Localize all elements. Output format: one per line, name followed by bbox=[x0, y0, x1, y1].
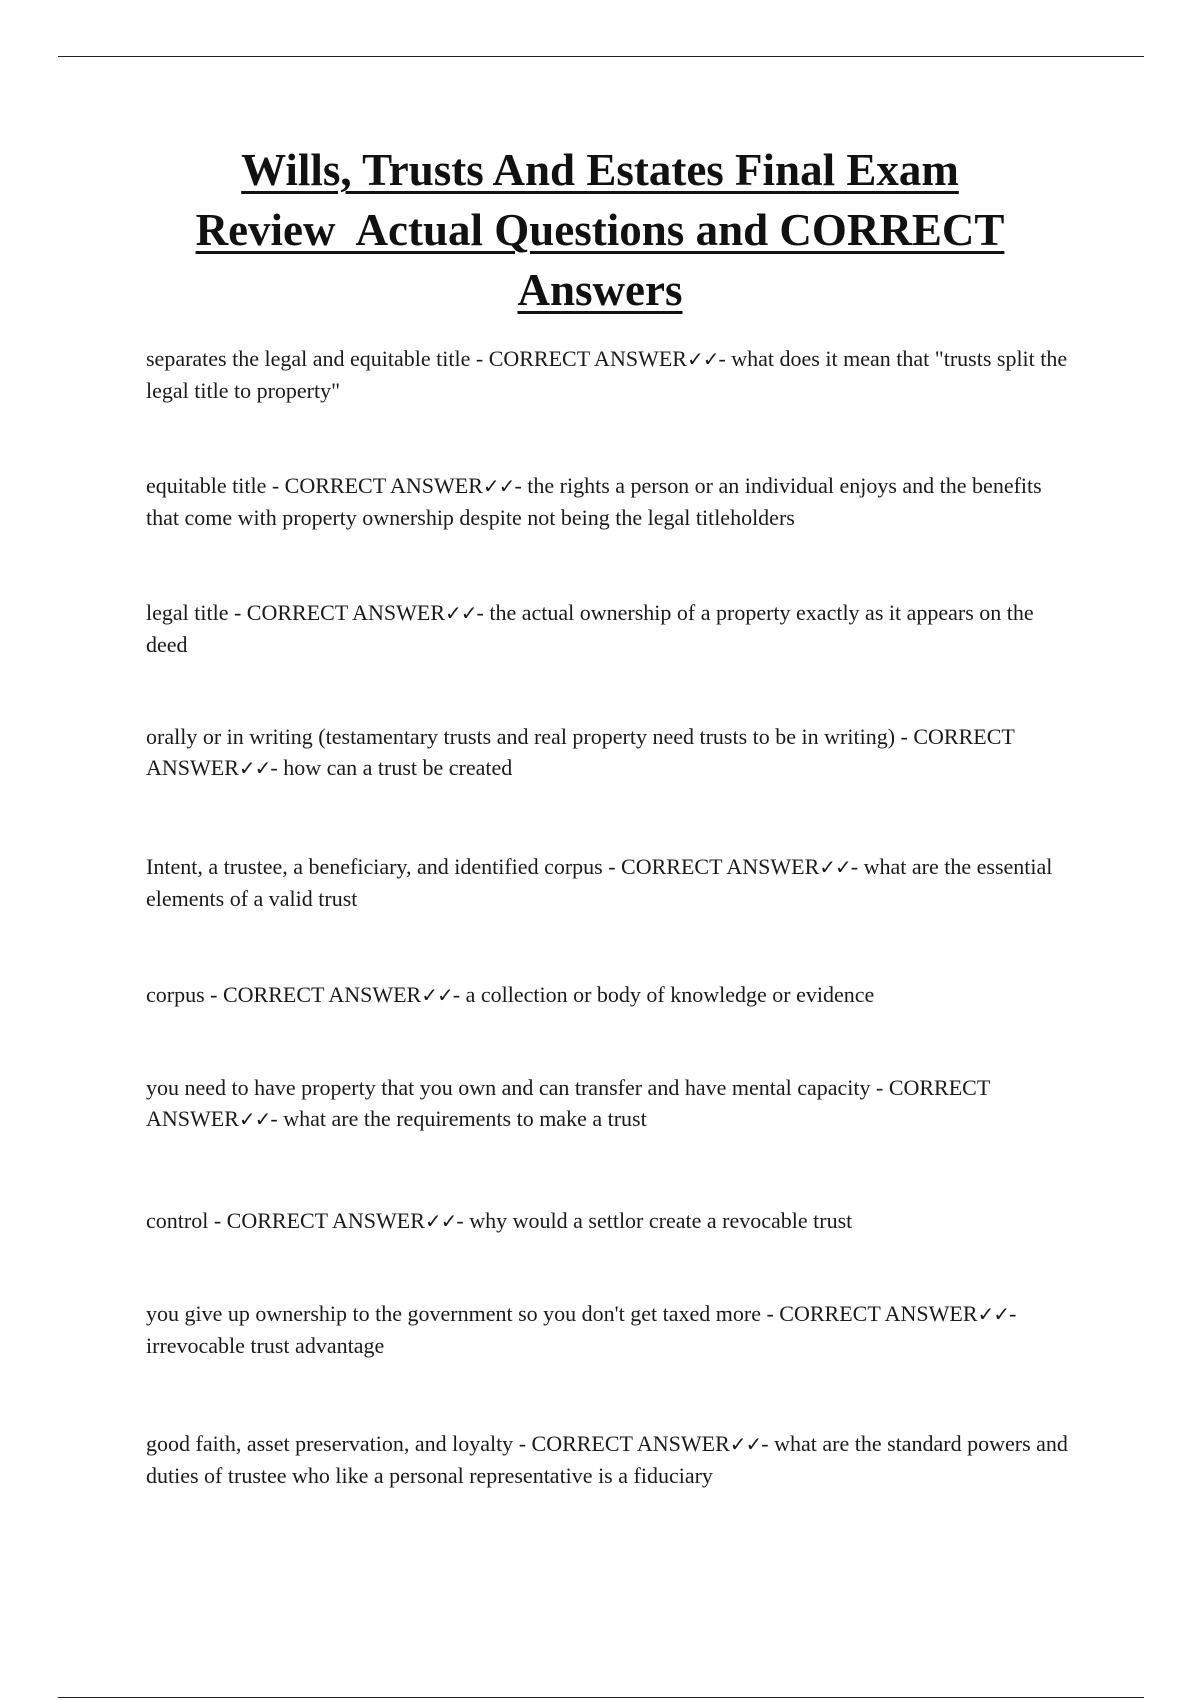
double-check-icon: ✓✓ bbox=[421, 983, 453, 1007]
double-check-icon: ✓✓ bbox=[686, 347, 719, 371]
title-line-3: Answers bbox=[517, 265, 683, 315]
entry-question: why would a settlor create a revocable trust bbox=[469, 1208, 853, 1233]
entry-answer: you give up ownership to the government so you don't get taxed more bbox=[146, 1301, 761, 1326]
correct-answer-label: - CORRECT ANSWER bbox=[146, 724, 1015, 780]
correct-answer-label: - CORRECT ANSWER bbox=[146, 1075, 990, 1131]
double-check-icon: ✓✓ bbox=[729, 1432, 762, 1456]
title-line-2: Review Actual Questions and CORRECT bbox=[195, 205, 1005, 255]
correct-answer-label: - CORRECT ANSWER bbox=[513, 1431, 730, 1456]
double-check-icon: ✓✓ bbox=[238, 1107, 271, 1131]
entry-question: how can a trust be created bbox=[283, 755, 513, 780]
entry-answer: control bbox=[146, 1208, 209, 1233]
double-check-icon: ✓✓ bbox=[238, 756, 271, 780]
qa-entry: corpus - CORRECT ANSWER✓✓- a collection or body of knowledge or evidence bbox=[146, 982, 875, 1007]
double-check-icon: ✓✓ bbox=[424, 1209, 457, 1233]
entry-question: the actual ownership of a property exactly as it appears on the deed bbox=[146, 600, 1034, 657]
qa-entry: you give up ownership to the government so you don't get taxed more - CORRECT ANSWER✓✓- irrevocable trust advantage bbox=[146, 1301, 1017, 1358]
document-title bbox=[100, 140, 1100, 320]
entry-answer: corpus bbox=[146, 982, 205, 1007]
qa-entry: separates the legal and equitable title - CORRECT ANSWER✓✓- what does it mean that "trusts split the legal title to property" bbox=[146, 346, 1068, 403]
entry-answer: equitable title bbox=[146, 473, 267, 498]
qa-entry: control - CORRECT ANSWER✓✓- why would a settlor create a revocable trust bbox=[146, 1208, 853, 1233]
qa-entry: Intent, a trustee, a beneficiary, and identified corpus - CORRECT ANSWER✓✓- what are the essential elements of a valid trust bbox=[146, 854, 1053, 911]
qa-entry: you need to have property that you own and can transfer and have mental capacity - CORRECT ANSWER✓✓- what are the requirements to make a trust bbox=[146, 1075, 990, 1131]
qa-entry: good faith, asset preservation, and loyalty - CORRECT ANSWER✓✓- what are the standard powers and duties of trustee who like a personal representative is a fiduciary bbox=[146, 1431, 1068, 1488]
correct-answer-label: - CORRECT ANSWER bbox=[602, 854, 820, 879]
qa-entry: legal title - CORRECT ANSWER✓✓- the actual ownership of a property exactly as it appears on the deed bbox=[146, 600, 1034, 657]
bottom-rule bbox=[58, 1697, 1144, 1698]
entry-question: what are the essential elements of a valid trust bbox=[146, 854, 1053, 911]
entry-question: irrevocable trust advantage bbox=[146, 1333, 385, 1358]
top-rule bbox=[58, 56, 1144, 57]
entry-question: what does it mean that "trusts split the legal title to property" bbox=[146, 346, 1068, 403]
entry-question: what are the requirements to make a trust bbox=[283, 1106, 647, 1131]
entry-answer: Intent, a trustee, a beneficiary, and identified corpus bbox=[146, 854, 603, 879]
entry-answer: you need to have property that you own and can transfer and have mental capacity bbox=[146, 1075, 871, 1100]
double-check-icon: ✓✓ bbox=[445, 601, 477, 625]
entry-question: the rights a person or an individual enjoys and the benefits that come with property ownership despite not being the legal titleholders bbox=[146, 473, 1042, 530]
correct-answer-label: - CORRECT ANSWER bbox=[760, 1301, 978, 1326]
qa-entry: equitable title - CORRECT ANSWER✓✓- the rights a person or an individual enjoys and the benefits that come with property ownership despite not being the legal titleholders bbox=[146, 473, 1042, 530]
double-check-icon: ✓✓ bbox=[482, 474, 515, 498]
entry-answer: legal title bbox=[146, 600, 229, 625]
double-check-icon: ✓✓ bbox=[819, 855, 851, 879]
correct-answer-label: - CORRECT ANSWER bbox=[228, 600, 446, 625]
entry-answer: orally or in writing (testamentary trusts and real property need trusts to be in writing) bbox=[146, 724, 896, 749]
entry-answer: good faith, asset preservation, and loyalty bbox=[146, 1431, 514, 1456]
title-line-1: Wills, Trusts And Estates Final Exam bbox=[241, 145, 959, 195]
correct-answer-label: - CORRECT ANSWER bbox=[204, 982, 422, 1007]
entry-question: what are the standard powers and duties of trustee who like a personal representative is a fiduciary bbox=[146, 1431, 1068, 1488]
double-check-icon: ✓✓ bbox=[977, 1302, 1010, 1326]
correct-answer-label: - CORRECT ANSWER bbox=[266, 473, 483, 498]
entry-answer: separates the legal and equitable title bbox=[146, 346, 471, 371]
qa-entry: orally or in writing (testamentary trusts and real property need trusts to be in writing) - CORRECT ANSWER✓✓- how can a trust be created bbox=[146, 724, 1015, 780]
correct-answer-label: - CORRECT ANSWER bbox=[208, 1208, 425, 1233]
entry-question: a collection or body of knowledge or evidence bbox=[465, 982, 875, 1007]
correct-answer-label: - CORRECT ANSWER bbox=[470, 346, 687, 371]
